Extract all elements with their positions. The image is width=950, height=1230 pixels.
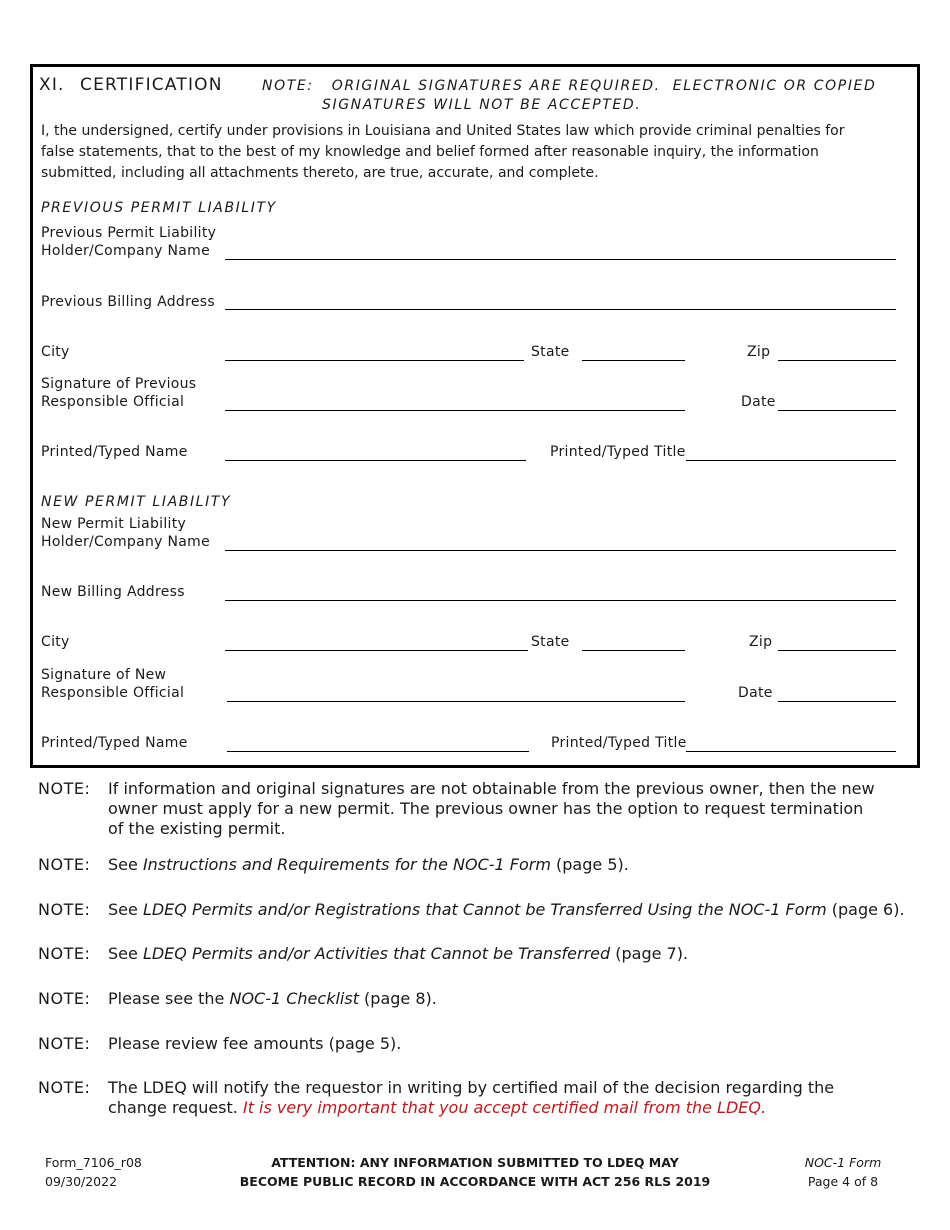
footer-page-info bbox=[780, 1153, 906, 1191]
previous-liability-heading: PREVIOUS PERMIT LIABILITY bbox=[41, 200, 277, 216]
new-printed-name-label: Printed/Typed Name bbox=[41, 735, 188, 751]
signature-note-line1: NOTE: ORIGINAL SIGNATURES ARE REQUIRED. ELECTRONIC OR COPIED bbox=[262, 78, 877, 94]
section-title: CERTIFICATION bbox=[80, 75, 223, 95]
previous-billing-field[interactable] bbox=[225, 309, 896, 310]
footer-form-info bbox=[45, 1153, 142, 1191]
note-checklist bbox=[108, 989, 883, 1009]
previous-zip-label: Zip bbox=[747, 344, 771, 360]
previous-signature-label-line1: Signature of Previous bbox=[41, 376, 197, 392]
note-text: (page 6). bbox=[826, 900, 905, 919]
note-text: See bbox=[108, 855, 143, 874]
note-label: NOTE: bbox=[38, 779, 91, 798]
note-label: NOTE: bbox=[38, 900, 91, 919]
note-text: The LDEQ will notify the requestor in writing by certified mail of the decision regarding the change request. bbox=[108, 1078, 835, 1117]
form-name: NOC-1 Form bbox=[804, 1155, 882, 1170]
note-instructions bbox=[108, 855, 883, 875]
previous-signature-label bbox=[41, 375, 196, 411]
new-signature-label bbox=[41, 666, 184, 702]
checklist-reference: NOC-1 Checklist bbox=[229, 989, 359, 1008]
new-signature-field[interactable] bbox=[227, 701, 685, 702]
registrations-reference: LDEQ Permits and/or Registrations that Cannot be Transferred Using the NOC-1 Form bbox=[142, 900, 827, 919]
previous-holder-label-line1: Previous Permit Liability bbox=[41, 225, 217, 241]
note-label: NOTE: bbox=[38, 944, 91, 963]
note-text: (page 5). bbox=[550, 855, 629, 874]
instructions-reference: Instructions and Requirements for the NOC-1 Form bbox=[142, 855, 551, 874]
note-label: NOTE: bbox=[38, 1078, 91, 1097]
previous-city-label: City bbox=[41, 344, 70, 360]
previous-printed-title-field[interactable] bbox=[686, 460, 896, 461]
note-label: NOTE: bbox=[38, 855, 91, 874]
new-holder-label bbox=[41, 515, 210, 551]
note-certified-mail bbox=[108, 1078, 883, 1118]
new-city-field[interactable] bbox=[225, 650, 528, 651]
note-text: (page 8). bbox=[358, 989, 437, 1008]
signature-note-line2: SIGNATURES WILL NOT BE ACCEPTED. bbox=[322, 97, 642, 113]
new-holder-label-line2: Holder/Company Name bbox=[41, 534, 211, 550]
new-date-label: Date bbox=[738, 685, 773, 701]
previous-holder-label-line2: Holder/Company Name bbox=[41, 243, 211, 259]
certification-statement: I, the undersigned, certify under provisions in Louisiana and United States law which provide criminal penalties for false statements, that to the best of my knowledge and belief formed after reasonable inquiry, the information submitted, including all attachments thereto, are true, accurate, and complete. bbox=[41, 123, 845, 181]
certified-mail-warning: It is very important that you accept certified mail from the LDEQ. bbox=[242, 1098, 767, 1117]
page-number: Page 4 of 8 bbox=[807, 1174, 879, 1189]
previous-holder-field[interactable] bbox=[225, 259, 896, 260]
note-label: NOTE: bbox=[38, 1034, 91, 1053]
previous-signature-label-line2: Responsible Official bbox=[41, 394, 185, 410]
note-new-permit: If information and original signatures are not obtainable from the previous owner, then the new owner must apply for a new permit. The previous owner has the option to request termination of the existing permit. bbox=[108, 779, 875, 838]
attention-line2: BECOME PUBLIC RECORD IN ACCORDANCE WITH ACT 256 RLS 2019 bbox=[239, 1174, 711, 1189]
new-printed-title-label: Printed/Typed Title bbox=[551, 735, 687, 751]
new-printed-name-field[interactable] bbox=[227, 751, 529, 752]
section-number: XI. bbox=[39, 75, 65, 95]
note-text: See bbox=[108, 900, 143, 919]
previous-holder-label bbox=[41, 224, 216, 260]
previous-printed-name-label: Printed/Typed Name bbox=[41, 444, 188, 460]
previous-date-label: Date bbox=[741, 394, 776, 410]
new-billing-label: New Billing Address bbox=[41, 584, 185, 600]
footer-attention bbox=[225, 1153, 725, 1191]
previous-printed-title-label: Printed/Typed Title bbox=[550, 444, 686, 460]
new-state-field[interactable] bbox=[582, 650, 685, 651]
new-billing-field[interactable] bbox=[225, 600, 896, 601]
previous-zip-field[interactable] bbox=[778, 360, 896, 361]
note-text: (page 7). bbox=[610, 944, 689, 963]
note-fees: Please review fee amounts (page 5). bbox=[108, 1034, 402, 1053]
previous-city-field[interactable] bbox=[225, 360, 524, 361]
new-date-field[interactable] bbox=[778, 701, 896, 702]
note-registrations bbox=[108, 900, 905, 920]
previous-printed-name-field[interactable] bbox=[225, 460, 526, 461]
previous-state-field[interactable] bbox=[582, 360, 685, 361]
note-activities bbox=[108, 944, 883, 964]
form-id: Form_7106_r08 bbox=[45, 1155, 142, 1170]
note-text: See bbox=[108, 944, 143, 963]
new-liability-heading: NEW PERMIT LIABILITY bbox=[41, 494, 232, 510]
form-date: 09/30/2022 bbox=[45, 1174, 118, 1189]
new-signature-label-line1: Signature of New bbox=[41, 667, 167, 683]
previous-billing-label: Previous Billing Address bbox=[41, 294, 215, 310]
new-zip-label: Zip bbox=[749, 634, 773, 650]
new-signature-label-line2: Responsible Official bbox=[41, 685, 185, 701]
previous-state-label: State bbox=[531, 344, 570, 360]
previous-signature-field[interactable] bbox=[225, 410, 685, 411]
previous-date-field[interactable] bbox=[778, 410, 896, 411]
new-holder-field[interactable] bbox=[225, 550, 896, 551]
new-zip-field[interactable] bbox=[778, 650, 896, 651]
new-city-label: City bbox=[41, 634, 70, 650]
attention-line1: ATTENTION: ANY INFORMATION SUBMITTED TO LDEQ MAY bbox=[271, 1155, 679, 1170]
new-state-label: State bbox=[531, 634, 570, 650]
note-text: Please see the bbox=[108, 989, 230, 1008]
note-label: NOTE: bbox=[38, 989, 91, 1008]
activities-reference: LDEQ Permits and/or Activities that Cannot be Transferred bbox=[142, 944, 611, 963]
new-printed-title-field[interactable] bbox=[686, 751, 896, 752]
new-holder-label-line1: New Permit Liability bbox=[41, 516, 187, 532]
